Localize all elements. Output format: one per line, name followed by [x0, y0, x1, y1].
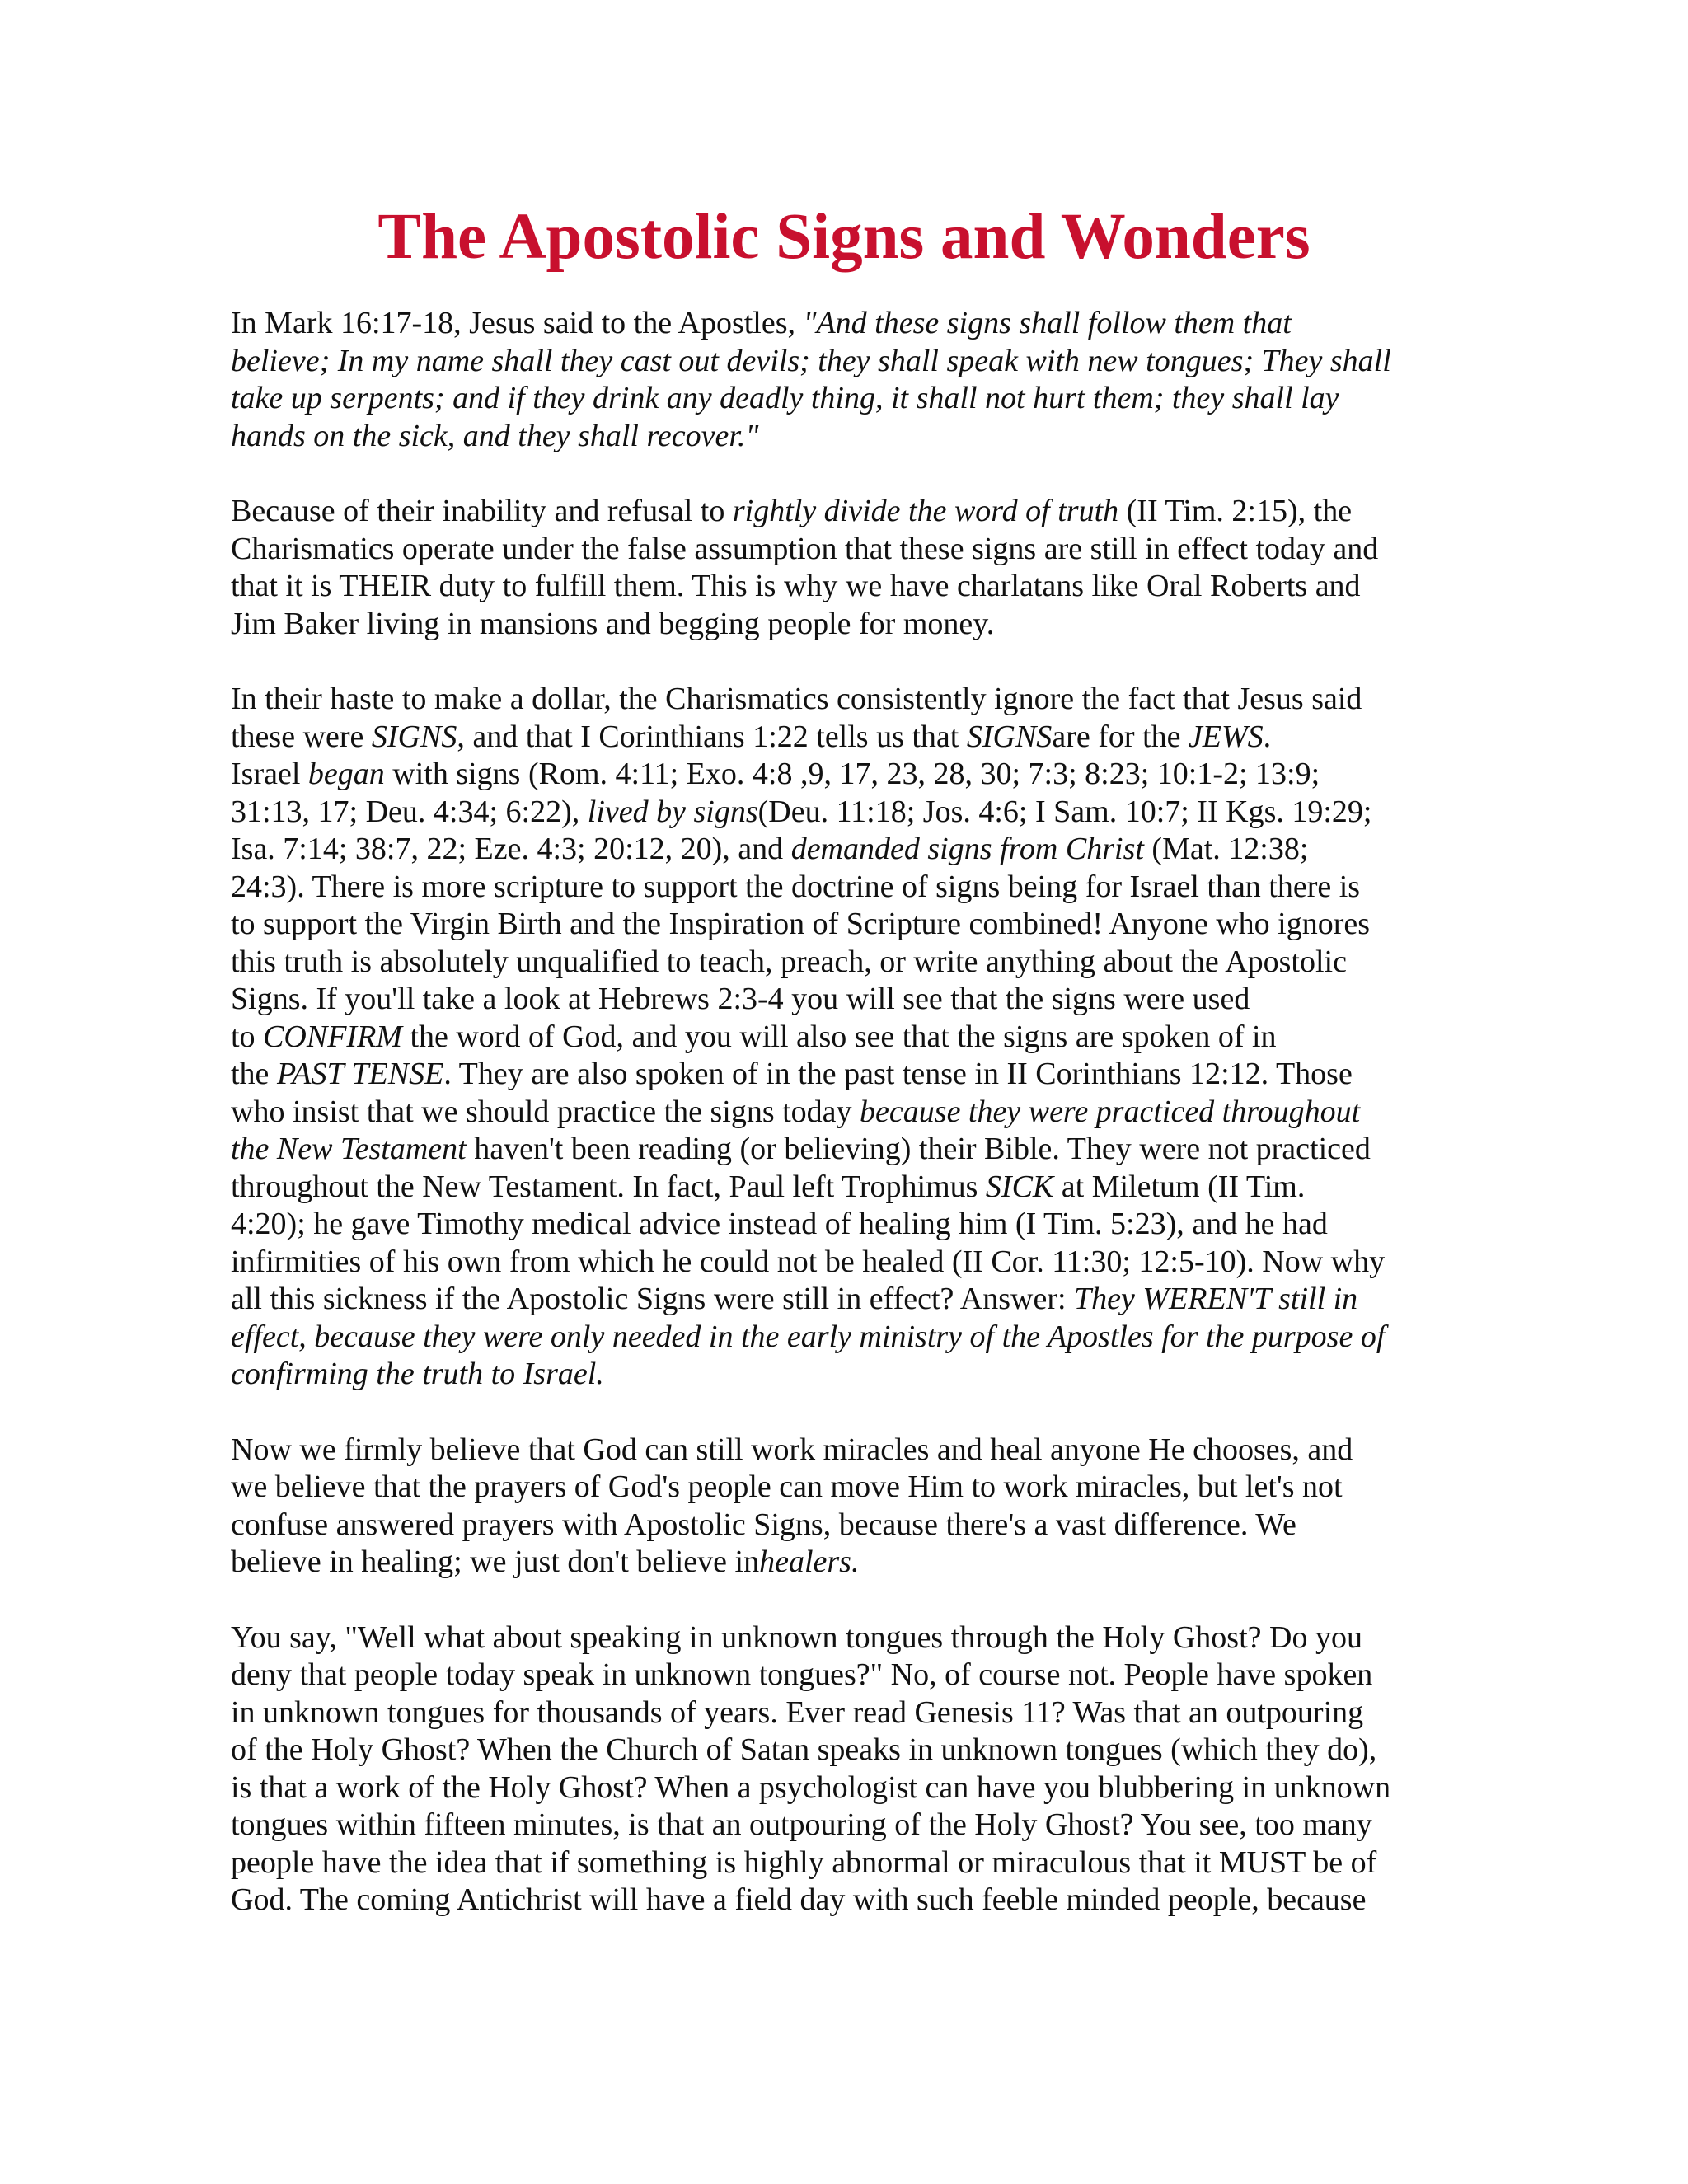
text-line	[231, 606, 1484, 644]
text-run: In Mark 16:17-18, Jesus said to the Apostles,	[231, 306, 804, 340]
text-line	[231, 1694, 1484, 1732]
text-line	[231, 981, 1484, 1019]
paragraph	[231, 1432, 1484, 1582]
text-run: God. The coming Antichrist will have a field day with such feeble minded people, because	[231, 1882, 1367, 1917]
text-line	[231, 1281, 1484, 1319]
italic-text: take up serpents; and if they drink any deadly thing, it shall not hurt them; they shall lay	[231, 381, 1339, 415]
text-run: we believe that the prayers of God's people can move Him to work miracles, but let's not	[231, 1469, 1343, 1504]
text-line	[231, 1469, 1484, 1507]
text-line	[231, 1319, 1484, 1357]
text-run: (Deu. 11:18; Jos. 4:6; I Sam. 10:7; II Kgs. 19:29;	[757, 794, 1372, 829]
text-line	[231, 794, 1484, 832]
text-run: deny that people today speak in unknown tongues?" No, of course not. People have spoken	[231, 1657, 1373, 1692]
text-run: (Mat. 12:38;	[1143, 832, 1309, 866]
text-run: Charismatics operate under the false assumption that these signs are still in effect today and	[231, 531, 1379, 566]
text-run: Now we firmly believe that God can still work miracles and heal anyone He chooses, and	[231, 1432, 1353, 1467]
text-run: with signs (Rom. 4:11; Exo. 4:8 ,9, 17, 23, 28, 30; 7:3; 8:23; 10:1-2; 13:9;	[384, 757, 1320, 791]
text-run: throughout the New Testament. In fact, Paul left Trophimus	[231, 1169, 986, 1204]
text-run: In their haste to make a dollar, the Charismatics consistently ignore the fact that Jesus said	[231, 682, 1362, 716]
italic-text: PAST TENSE	[276, 1057, 444, 1091]
text-run: tongues within fifteen minutes, is that an outpouring of the Holy Ghost? You see, too many	[231, 1807, 1372, 1842]
italic-text: SIGNS	[371, 719, 457, 754]
italic-text: hands on the sick, and they shall recover."	[231, 418, 759, 453]
text-line	[231, 1094, 1484, 1132]
paragraph	[231, 305, 1484, 455]
text-line	[231, 568, 1484, 606]
text-run: Israel	[231, 757, 308, 791]
text-run: Because of their inability and refusal to	[231, 494, 733, 528]
text-run: 31:13, 17; Deu. 4:34; 6:22),	[231, 794, 588, 829]
paragraph-gap	[231, 1394, 1484, 1432]
text-line	[231, 1356, 1484, 1394]
text-line	[231, 1131, 1484, 1169]
italic-text: because they were practiced throughout	[860, 1094, 1361, 1129]
text-line	[231, 1019, 1484, 1057]
text-line	[231, 343, 1484, 381]
italic-text: began	[307, 757, 385, 791]
text-run: these were	[231, 719, 372, 754]
text-run: to support the Virgin Birth and the Inspiration of Scripture combined! Anyone who ignores	[231, 907, 1371, 941]
text-run: believe in healing; we just don't believe in	[231, 1544, 760, 1579]
italic-text: SICK	[985, 1169, 1054, 1204]
italic-text: CONFIRM	[263, 1019, 402, 1054]
text-line	[231, 831, 1484, 869]
text-line	[231, 1056, 1484, 1094]
italic-text: SIGNS	[966, 719, 1053, 754]
text-run: You say, "Well what about speaking in unknown tongues through the Holy Ghost? Do you	[231, 1619, 1362, 1655]
paragraph-gap	[231, 643, 1484, 681]
text-line	[231, 906, 1484, 944]
paragraph	[231, 493, 1484, 643]
text-run: 24:3). There is more scripture to support the doctrine of signs being for Israel than there is	[231, 869, 1361, 904]
text-line	[231, 681, 1484, 719]
italic-text: They WEREN'T still in	[1074, 1282, 1358, 1316]
text-run: this truth is absolutely unqualified to teach, preach, or write anything about the Apostolic	[231, 944, 1347, 979]
italic-text: effect, because they were only needed in the early ministry of the Apostles for the purpose of	[231, 1319, 1386, 1354]
text-run: , and that I Corinthians 1:22 tells us that	[457, 719, 967, 754]
italic-text: lived by signs	[587, 794, 758, 829]
text-run: in unknown tongues for thousands of years. Ever read Genesis 11? Was that an outpouring	[231, 1694, 1364, 1730]
italic-text: healers.	[759, 1544, 860, 1579]
italic-text: JEWS	[1188, 719, 1264, 754]
text-run: of the Holy Ghost? When the Church of Satan speaks in unknown tongues (which they do),	[231, 1732, 1377, 1767]
text-run: the	[231, 1057, 277, 1091]
text-line	[231, 380, 1484, 418]
document-body	[231, 305, 1484, 1919]
text-line	[231, 493, 1484, 531]
page-title: The Apostolic Signs and Wonders	[377, 201, 1311, 273]
text-run: are for the	[1052, 719, 1189, 754]
text-line	[231, 305, 1484, 343]
italic-text: demanded signs from Christ	[790, 832, 1144, 866]
text-run: who insist that we should practice the signs today	[231, 1094, 860, 1129]
text-line	[231, 1432, 1484, 1469]
text-line	[231, 531, 1484, 569]
text-run: at Miletum (II Tim.	[1053, 1169, 1306, 1204]
text-run: all this sickness if the Apostolic Signs were still in effect? Answer:	[231, 1282, 1075, 1316]
text-line	[231, 944, 1484, 982]
paragraph-gap	[231, 455, 1484, 493]
text-line	[231, 1769, 1484, 1807]
text-line	[231, 719, 1484, 757]
text-run: Signs. If you'll take a look at Hebrews 2:3-4 you will see that the signs were used	[231, 982, 1250, 1016]
text-run: .	[1263, 719, 1272, 754]
text-run: to	[231, 1019, 264, 1054]
text-line	[231, 1807, 1484, 1844]
text-run: is that a work of the Holy Ghost? When a psychologist can have you blubbering in unknown	[231, 1769, 1391, 1805]
italic-text: confirming the truth to Israel.	[231, 1357, 604, 1391]
text-line	[231, 1657, 1484, 1694]
text-line	[231, 1732, 1484, 1769]
text-run: confuse answered prayers with Apostolic Signs, because there's a vast difference. We	[231, 1507, 1296, 1542]
italic-text: "And these signs shall follow them that	[803, 306, 1292, 340]
italic-text: believe; In my name shall they cast out devils; they shall speak with new tongues; They shall	[231, 343, 1391, 378]
text-run: infirmities of his own from which he could not be healed (II Cor. 11:30; 12:5-10). Now why	[231, 1244, 1386, 1279]
text-line	[231, 756, 1484, 794]
text-run: 4:20); he gave Timothy medical advice instead of healing him (I Tim. 5:23), and he had	[231, 1207, 1328, 1241]
italic-text: the New Testament	[231, 1132, 467, 1166]
text-run: (II Tim. 2:15), the	[1118, 494, 1353, 528]
text-line	[231, 1206, 1484, 1244]
paragraph	[231, 681, 1484, 1394]
text-line	[231, 1507, 1484, 1544]
text-line	[231, 1619, 1484, 1657]
italic-text: rightly divide the word of truth	[732, 494, 1119, 528]
text-run: the word of God, and you will also see that the signs are spoken of in	[401, 1019, 1277, 1054]
text-run: that it is THEIR duty to fulfill them. This is why we have charlatans like Oral Roberts and	[231, 569, 1361, 603]
paragraph-gap	[231, 1582, 1484, 1619]
text-run: Isa. 7:14; 38:7, 22; Eze. 4:3; 20:12, 20), and	[231, 832, 791, 866]
text-line	[231, 1169, 1484, 1207]
text-run: Jim Baker living in mansions and begging people for money.	[231, 606, 995, 641]
text-run: people have the idea that if something is highly abnormal or miraculous that it MUST be of	[231, 1844, 1377, 1880]
text-line	[231, 1544, 1484, 1582]
text-line	[231, 1844, 1484, 1882]
text-run: haven't been reading (or believing) their Bible. They were not practiced	[466, 1132, 1371, 1166]
paragraph	[231, 1619, 1484, 1919]
text-line	[231, 869, 1484, 907]
text-run: . They are also spoken of in the past tense in II Corinthians 12:12. Those	[443, 1057, 1353, 1091]
text-line	[231, 1882, 1484, 1919]
text-line	[231, 418, 1484, 456]
text-line	[231, 1244, 1484, 1282]
